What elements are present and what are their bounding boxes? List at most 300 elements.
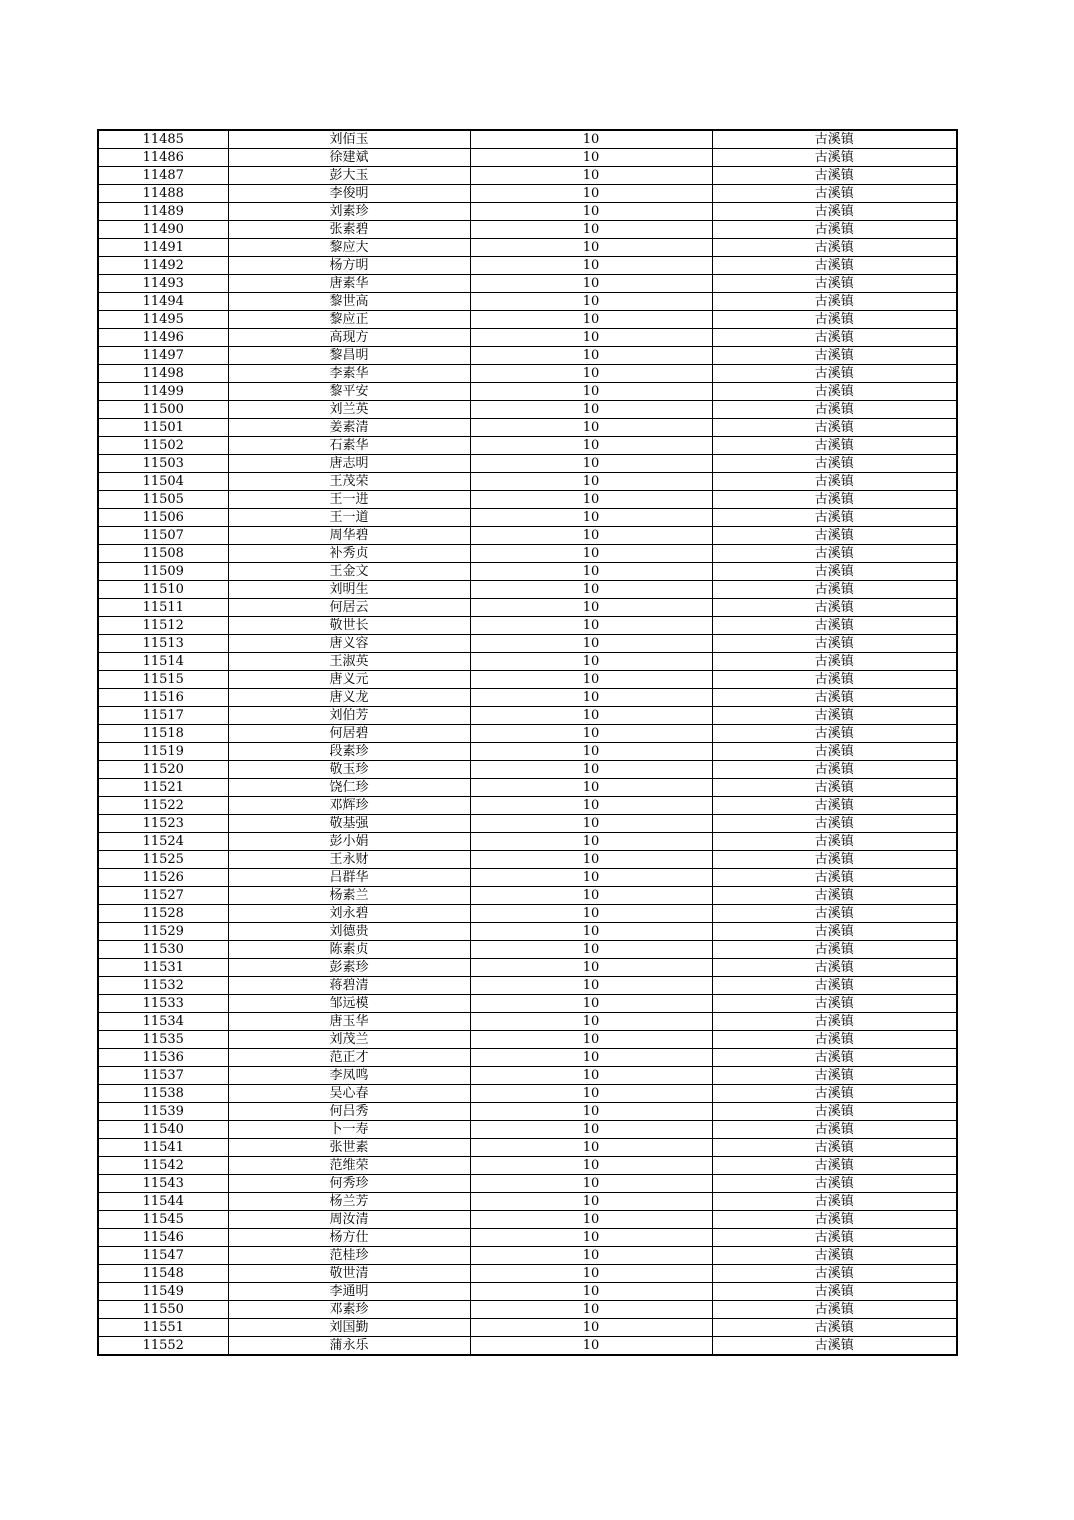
row-number-cell: 11499 (98, 383, 228, 401)
town-cell: 古溪镇 (712, 995, 957, 1013)
table-row (98, 653, 957, 671)
amount-cell: 10 (470, 455, 712, 473)
amount-cell: 10 (470, 509, 712, 527)
name-cell: 高现方 (228, 329, 470, 347)
amount-cell: 10 (470, 635, 712, 653)
row-number-cell: 11486 (98, 149, 228, 167)
table-row (98, 959, 957, 977)
name-cell: 李俊明 (228, 185, 470, 203)
row-number-cell: 11498 (98, 365, 228, 383)
table-row (98, 977, 957, 995)
row-number-cell: 11506 (98, 509, 228, 527)
amount-cell: 10 (470, 401, 712, 419)
amount-cell: 10 (470, 1049, 712, 1067)
town-cell: 古溪镇 (712, 563, 957, 581)
town-cell: 古溪镇 (712, 905, 957, 923)
table-row (98, 329, 957, 347)
table-row (98, 203, 957, 221)
table-row (98, 419, 957, 437)
table-row (98, 797, 957, 815)
amount-cell: 10 (470, 1157, 712, 1175)
row-number-cell: 11494 (98, 293, 228, 311)
amount-cell: 10 (470, 563, 712, 581)
row-number-cell: 11510 (98, 581, 228, 599)
town-cell: 古溪镇 (712, 1121, 957, 1139)
row-number-cell: 11492 (98, 257, 228, 275)
row-number-cell: 11496 (98, 329, 228, 347)
town-cell: 古溪镇 (712, 689, 957, 707)
row-number-cell: 11532 (98, 977, 228, 995)
town-cell: 古溪镇 (712, 635, 957, 653)
amount-cell: 10 (470, 995, 712, 1013)
table-row (98, 275, 957, 293)
name-cell: 何秀珍 (228, 1175, 470, 1193)
row-number-cell: 11546 (98, 1229, 228, 1247)
amount-cell: 10 (470, 1337, 712, 1356)
row-number-cell: 11524 (98, 833, 228, 851)
name-cell: 唐义龙 (228, 689, 470, 707)
name-cell: 吴心春 (228, 1085, 470, 1103)
town-cell: 古溪镇 (712, 365, 957, 383)
amount-cell: 10 (470, 887, 712, 905)
row-number-cell: 11491 (98, 239, 228, 257)
table-row (98, 383, 957, 401)
name-cell: 王一道 (228, 509, 470, 527)
name-cell: 刘德贵 (228, 923, 470, 941)
name-cell: 王金文 (228, 563, 470, 581)
table-row (98, 257, 957, 275)
amount-cell: 10 (470, 833, 712, 851)
data-table (97, 129, 958, 1356)
town-cell: 古溪镇 (712, 437, 957, 455)
amount-cell: 10 (470, 311, 712, 329)
town-cell: 古溪镇 (712, 599, 957, 617)
table-row (98, 1013, 957, 1031)
row-number-cell: 11519 (98, 743, 228, 761)
table-row (98, 1193, 957, 1211)
table-row (98, 185, 957, 203)
table-row (98, 851, 957, 869)
table-row (98, 743, 957, 761)
name-cell: 石素华 (228, 437, 470, 455)
amount-cell: 10 (470, 473, 712, 491)
town-cell: 古溪镇 (712, 833, 957, 851)
town-cell: 古溪镇 (712, 149, 957, 167)
name-cell: 张世素 (228, 1139, 470, 1157)
row-number-cell: 11529 (98, 923, 228, 941)
name-cell: 张素碧 (228, 221, 470, 239)
name-cell: 徐建斌 (228, 149, 470, 167)
name-cell: 唐志明 (228, 455, 470, 473)
table-row (98, 1247, 957, 1265)
name-cell: 蒲永乐 (228, 1337, 470, 1356)
town-cell: 古溪镇 (712, 743, 957, 761)
town-cell: 古溪镇 (712, 311, 957, 329)
town-cell: 古溪镇 (712, 221, 957, 239)
table-row (98, 1157, 957, 1175)
table-row (98, 1031, 957, 1049)
row-number-cell: 11522 (98, 797, 228, 815)
table-row (98, 293, 957, 311)
name-cell: 敬世长 (228, 617, 470, 635)
name-cell: 彭大玉 (228, 167, 470, 185)
amount-cell: 10 (470, 347, 712, 365)
name-cell: 何居碧 (228, 725, 470, 743)
table-row (98, 905, 957, 923)
row-number-cell: 11500 (98, 401, 228, 419)
amount-cell: 10 (470, 689, 712, 707)
name-cell: 黎应大 (228, 239, 470, 257)
name-cell: 范桂珍 (228, 1247, 470, 1265)
amount-cell: 10 (470, 527, 712, 545)
name-cell: 邓辉珍 (228, 797, 470, 815)
amount-cell: 10 (470, 725, 712, 743)
town-cell: 古溪镇 (712, 671, 957, 689)
name-cell: 邹远模 (228, 995, 470, 1013)
name-cell: 杨方仕 (228, 1229, 470, 1247)
town-cell: 古溪镇 (712, 869, 957, 887)
name-cell: 陈素贞 (228, 941, 470, 959)
row-number-cell: 11528 (98, 905, 228, 923)
table-row (98, 887, 957, 905)
town-cell: 古溪镇 (712, 725, 957, 743)
name-cell: 周汝清 (228, 1211, 470, 1229)
table-row (98, 635, 957, 653)
town-cell: 古溪镇 (712, 851, 957, 869)
amount-cell: 10 (470, 653, 712, 671)
town-cell: 古溪镇 (712, 887, 957, 905)
amount-cell: 10 (470, 1013, 712, 1031)
table-row (98, 311, 957, 329)
row-number-cell: 11516 (98, 689, 228, 707)
table-row (98, 455, 957, 473)
row-number-cell: 11511 (98, 599, 228, 617)
name-cell: 唐义容 (228, 635, 470, 653)
town-cell: 古溪镇 (712, 1031, 957, 1049)
row-number-cell: 11514 (98, 653, 228, 671)
town-cell: 古溪镇 (712, 1247, 957, 1265)
name-cell: 杨素兰 (228, 887, 470, 905)
table-row (98, 1229, 957, 1247)
amount-cell: 10 (470, 149, 712, 167)
amount-cell: 10 (470, 1085, 712, 1103)
row-number-cell: 11501 (98, 419, 228, 437)
name-cell: 刘国勤 (228, 1319, 470, 1337)
name-cell: 刘伯芳 (228, 707, 470, 725)
town-cell: 古溪镇 (712, 545, 957, 563)
table-row (98, 923, 957, 941)
table-row (98, 221, 957, 239)
town-cell: 古溪镇 (712, 1319, 957, 1337)
town-cell: 古溪镇 (712, 1067, 957, 1085)
row-number-cell: 11488 (98, 185, 228, 203)
amount-cell: 10 (470, 851, 712, 869)
row-number-cell: 11515 (98, 671, 228, 689)
amount-cell: 10 (470, 923, 712, 941)
name-cell: 杨兰芳 (228, 1193, 470, 1211)
amount-cell: 10 (470, 1229, 712, 1247)
table-row (98, 130, 957, 149)
table-row (98, 1139, 957, 1157)
row-number-cell: 11545 (98, 1211, 228, 1229)
town-cell: 古溪镇 (712, 275, 957, 293)
name-cell: 卜一寿 (228, 1121, 470, 1139)
town-cell: 古溪镇 (712, 1301, 957, 1319)
row-number-cell: 11493 (98, 275, 228, 293)
town-cell: 古溪镇 (712, 401, 957, 419)
amount-cell: 10 (470, 545, 712, 563)
name-cell: 敬玉珍 (228, 761, 470, 779)
name-cell: 杨方明 (228, 257, 470, 275)
table-row (98, 1337, 957, 1356)
table-row (98, 365, 957, 383)
row-number-cell: 11541 (98, 1139, 228, 1157)
table-row (98, 617, 957, 635)
row-number-cell: 11505 (98, 491, 228, 509)
town-cell: 古溪镇 (712, 130, 957, 149)
name-cell: 何居云 (228, 599, 470, 617)
town-cell: 古溪镇 (712, 1049, 957, 1067)
amount-cell: 10 (470, 671, 712, 689)
town-cell: 古溪镇 (712, 1175, 957, 1193)
name-cell: 刘素珍 (228, 203, 470, 221)
table-row (98, 1049, 957, 1067)
amount-cell: 10 (470, 130, 712, 149)
table-row (98, 1211, 957, 1229)
town-cell: 古溪镇 (712, 383, 957, 401)
row-number-cell: 11550 (98, 1301, 228, 1319)
row-number-cell: 11552 (98, 1337, 228, 1356)
table-row (98, 671, 957, 689)
table-row (98, 1085, 957, 1103)
table-row (98, 599, 957, 617)
row-number-cell: 11489 (98, 203, 228, 221)
name-cell: 段素珍 (228, 743, 470, 761)
town-cell: 古溪镇 (712, 167, 957, 185)
table-row (98, 689, 957, 707)
town-cell: 古溪镇 (712, 1337, 957, 1356)
name-cell: 李凤鸣 (228, 1067, 470, 1085)
row-number-cell: 11530 (98, 941, 228, 959)
table-row (98, 563, 957, 581)
row-number-cell: 11548 (98, 1265, 228, 1283)
town-cell: 古溪镇 (712, 185, 957, 203)
row-number-cell: 11539 (98, 1103, 228, 1121)
table-row (98, 545, 957, 563)
name-cell: 刘茂兰 (228, 1031, 470, 1049)
town-cell: 古溪镇 (712, 491, 957, 509)
row-number-cell: 11507 (98, 527, 228, 545)
row-number-cell: 11487 (98, 167, 228, 185)
town-cell: 古溪镇 (712, 797, 957, 815)
town-cell: 古溪镇 (712, 761, 957, 779)
name-cell: 邓素珍 (228, 1301, 470, 1319)
town-cell: 古溪镇 (712, 527, 957, 545)
amount-cell: 10 (470, 293, 712, 311)
table-row (98, 725, 957, 743)
row-number-cell: 11520 (98, 761, 228, 779)
amount-cell: 10 (470, 959, 712, 977)
town-cell: 古溪镇 (712, 347, 957, 365)
row-number-cell: 11543 (98, 1175, 228, 1193)
amount-cell: 10 (470, 1103, 712, 1121)
name-cell: 黎昌明 (228, 347, 470, 365)
amount-cell: 10 (470, 1301, 712, 1319)
table-row (98, 1301, 957, 1319)
table-row (98, 1265, 957, 1283)
name-cell: 刘明生 (228, 581, 470, 599)
row-number-cell: 11495 (98, 311, 228, 329)
row-number-cell: 11504 (98, 473, 228, 491)
name-cell: 敬基强 (228, 815, 470, 833)
town-cell: 古溪镇 (712, 1283, 957, 1301)
town-cell: 古溪镇 (712, 239, 957, 257)
amount-cell: 10 (470, 599, 712, 617)
amount-cell: 10 (470, 1283, 712, 1301)
town-cell: 古溪镇 (712, 1211, 957, 1229)
amount-cell: 10 (470, 329, 712, 347)
town-cell: 古溪镇 (712, 581, 957, 599)
amount-cell: 10 (470, 1319, 712, 1337)
name-cell: 范正才 (228, 1049, 470, 1067)
table-row (98, 581, 957, 599)
amount-cell: 10 (470, 779, 712, 797)
amount-cell: 10 (470, 203, 712, 221)
amount-cell: 10 (470, 869, 712, 887)
row-number-cell: 11525 (98, 851, 228, 869)
amount-cell: 10 (470, 1247, 712, 1265)
row-number-cell: 11527 (98, 887, 228, 905)
row-number-cell: 11490 (98, 221, 228, 239)
name-cell: 唐义元 (228, 671, 470, 689)
amount-cell: 10 (470, 1031, 712, 1049)
amount-cell: 10 (470, 419, 712, 437)
town-cell: 古溪镇 (712, 617, 957, 635)
name-cell: 补秀贞 (228, 545, 470, 563)
row-number-cell: 11526 (98, 869, 228, 887)
row-number-cell: 11540 (98, 1121, 228, 1139)
table-row (98, 491, 957, 509)
town-cell: 古溪镇 (712, 653, 957, 671)
table-row (98, 1283, 957, 1301)
row-number-cell: 11547 (98, 1247, 228, 1265)
amount-cell: 10 (470, 257, 712, 275)
table-row (98, 401, 957, 419)
name-cell: 刘兰英 (228, 401, 470, 419)
table-row (98, 1067, 957, 1085)
name-cell: 黎平安 (228, 383, 470, 401)
row-number-cell: 11536 (98, 1049, 228, 1067)
amount-cell: 10 (470, 1211, 712, 1229)
amount-cell: 10 (470, 365, 712, 383)
amount-cell: 10 (470, 707, 712, 725)
table-body (98, 130, 957, 1355)
amount-cell: 10 (470, 761, 712, 779)
row-number-cell: 11551 (98, 1319, 228, 1337)
table-row (98, 941, 957, 959)
table-row (98, 995, 957, 1013)
row-number-cell: 11531 (98, 959, 228, 977)
table-row (98, 707, 957, 725)
town-cell: 古溪镇 (712, 455, 957, 473)
name-cell: 姜素清 (228, 419, 470, 437)
amount-cell: 10 (470, 1067, 712, 1085)
town-cell: 古溪镇 (712, 293, 957, 311)
name-cell: 王永财 (228, 851, 470, 869)
table-row (98, 473, 957, 491)
town-cell: 古溪镇 (712, 257, 957, 275)
amount-cell: 10 (470, 905, 712, 923)
name-cell: 刘永碧 (228, 905, 470, 923)
amount-cell: 10 (470, 617, 712, 635)
amount-cell: 10 (470, 1139, 712, 1157)
name-cell: 彭小娟 (228, 833, 470, 851)
town-cell: 古溪镇 (712, 1157, 957, 1175)
amount-cell: 10 (470, 491, 712, 509)
name-cell: 王一进 (228, 491, 470, 509)
row-number-cell: 11508 (98, 545, 228, 563)
row-number-cell: 11512 (98, 617, 228, 635)
row-number-cell: 11485 (98, 130, 228, 149)
amount-cell: 10 (470, 167, 712, 185)
name-cell: 王淑英 (228, 653, 470, 671)
row-number-cell: 11535 (98, 1031, 228, 1049)
name-cell: 彭素珍 (228, 959, 470, 977)
amount-cell: 10 (470, 239, 712, 257)
town-cell: 古溪镇 (712, 473, 957, 491)
town-cell: 古溪镇 (712, 779, 957, 797)
row-number-cell: 11509 (98, 563, 228, 581)
name-cell: 唐素华 (228, 275, 470, 293)
table-row (98, 1319, 957, 1337)
town-cell: 古溪镇 (712, 977, 957, 995)
name-cell: 蒋碧清 (228, 977, 470, 995)
amount-cell: 10 (470, 1193, 712, 1211)
town-cell: 古溪镇 (712, 1103, 957, 1121)
town-cell: 古溪镇 (712, 923, 957, 941)
row-number-cell: 11534 (98, 1013, 228, 1031)
table-row (98, 1103, 957, 1121)
table-row (98, 815, 957, 833)
name-cell: 饶仁珍 (228, 779, 470, 797)
table-row (98, 437, 957, 455)
town-cell: 古溪镇 (712, 707, 957, 725)
town-cell: 古溪镇 (712, 1229, 957, 1247)
name-cell: 王茂荣 (228, 473, 470, 491)
row-number-cell: 11544 (98, 1193, 228, 1211)
town-cell: 古溪镇 (712, 203, 957, 221)
amount-cell: 10 (470, 221, 712, 239)
table-row (98, 239, 957, 257)
row-number-cell: 11502 (98, 437, 228, 455)
row-number-cell: 11542 (98, 1157, 228, 1175)
table-row (98, 761, 957, 779)
row-number-cell: 11513 (98, 635, 228, 653)
town-cell: 古溪镇 (712, 329, 957, 347)
row-number-cell: 11517 (98, 707, 228, 725)
row-number-cell: 11497 (98, 347, 228, 365)
table-row (98, 833, 957, 851)
name-cell: 吕群华 (228, 869, 470, 887)
amount-cell: 10 (470, 941, 712, 959)
name-cell: 黎世高 (228, 293, 470, 311)
row-number-cell: 11533 (98, 995, 228, 1013)
name-cell: 周华碧 (228, 527, 470, 545)
table-row (98, 347, 957, 365)
name-cell: 黎应正 (228, 311, 470, 329)
town-cell: 古溪镇 (712, 509, 957, 527)
name-cell: 唐玉华 (228, 1013, 470, 1031)
